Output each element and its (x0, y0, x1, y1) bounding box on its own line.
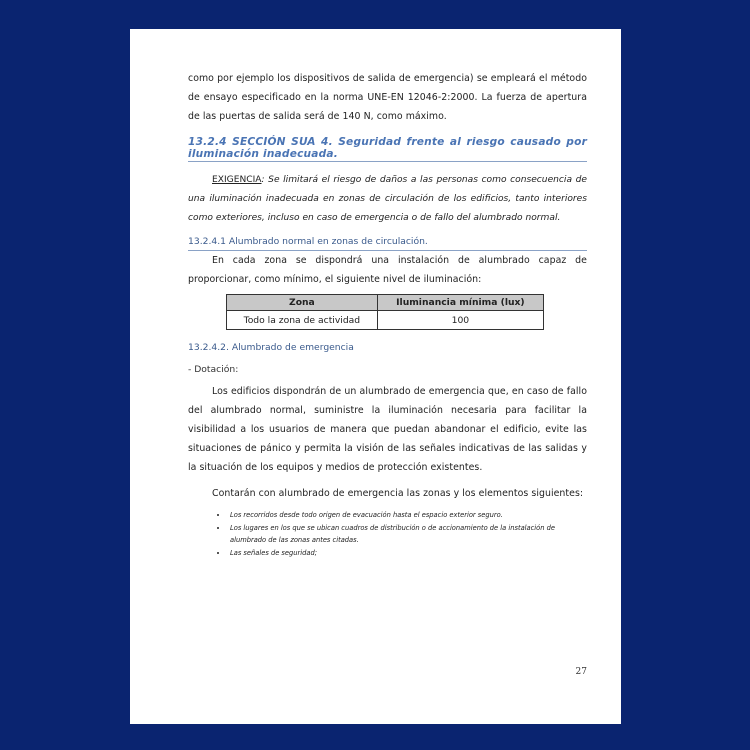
illuminance-table (226, 294, 544, 330)
exigencia-label: EXIGENCIA (212, 175, 262, 185)
page-number: 27 (575, 667, 587, 677)
exigencia-text: : Se limitará el riesgo de daños a las personas como consecuencia de una iluminación inadecuada en zonas de circulación de los edificios, tanto interiores como exteriores, incluso en caso de emergencia o de fallo del alumbrado normal. (188, 175, 587, 223)
emergency-zones-list (188, 509, 587, 559)
table-cell-illuminance: 100 (377, 311, 543, 330)
subheading-normal-lighting: 13.2.4.1 Alumbrado normal en zonas de circulación. (188, 235, 587, 251)
emergency-lighting-paragraph: Los edificios dispondrán de un alumbrado de emergencia que, en caso de fallo del alumbrado normal, suministre la iluminación necesaria para facilitar la visibilidad a los usuarios de manera que puedan abandonar el edificio, evite las situaciones de pánico y permita la visión de las señales indicativas de las salidas y la situación de los equipos y medios de protección existentes. (188, 386, 587, 473)
section-heading: 13.2.4 SECCIÓN SUA 4. Seguridad frente al riesgo causado por iluminación inadecuada. (188, 136, 587, 160)
list-item: • Los recorridos desde todo origen de evacuación hasta el espacio exterior seguro. (228, 509, 587, 522)
list-item: • Los lugares en los que se ubican cuadros de distribución o de accionamiento de la instalación de alumbrado de las zonas antes citadas. (228, 522, 587, 547)
emergency-zones-paragraph: Contarán con alumbrado de emergencia las zonas y los elementos siguientes: (212, 488, 584, 499)
exigencia-paragraph (188, 171, 587, 228)
table-header-illuminance: Iluminancia mínima (lux) (377, 295, 543, 311)
document-page (130, 29, 621, 724)
subheading-emergency-lighting: 13.2.4.2. Alumbrado de emergencia (188, 342, 354, 353)
table-row (227, 311, 544, 330)
table-header-row (227, 295, 544, 311)
table-cell-zone: Todo la zona de actividad (227, 311, 378, 330)
normal-lighting-paragraph: En cada zona se dispondrá una instalación de alumbrado capaz de proporcionar, como mínimo, el siguiente nivel de iluminación: (188, 255, 587, 285)
table-header-zone: Zona (227, 295, 378, 311)
intro-paragraph: como por ejemplo los dispositivos de salida de emergencia) se empleará el método de ensayo especificado en la norma UNE-EN 12046-2:2000. La fuerza de apertura de las puertas de salida será de 140 N, como máximo. (188, 73, 587, 122)
list-item: • Las señales de seguridad; (228, 547, 587, 560)
dotacion-label: - Dotación: (188, 364, 239, 375)
